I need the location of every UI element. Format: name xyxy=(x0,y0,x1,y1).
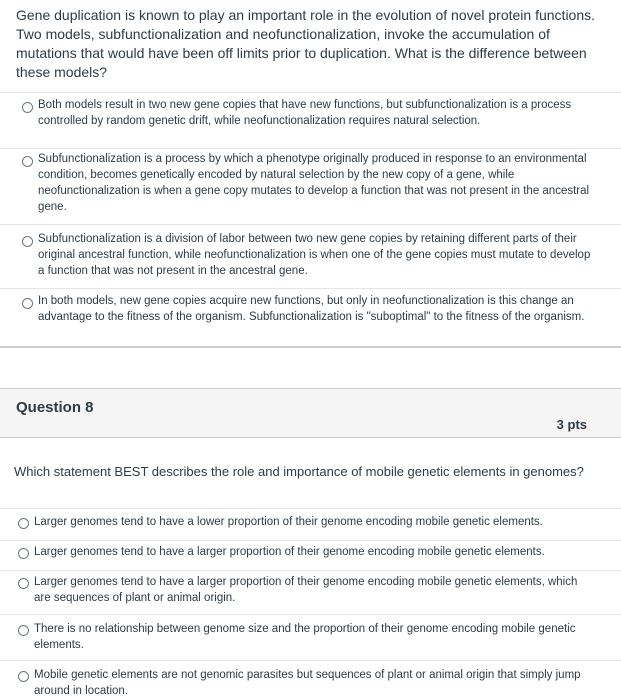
question-8-text: Which statement BEST describes the role and importance of mobile genetic elements in genomes? xyxy=(14,464,584,479)
answer-label: Both models result in two new gene copies that have new functions, but subfunctionalization is a process controlled by random genetic drift, while neofunctionalization requires natural selection. xyxy=(38,99,572,127)
radio-button[interactable] xyxy=(18,671,29,682)
question-7-text: Gene duplication is known to play an important role in the evolution of novel protein functions. Two models, subfunctionalization and neofunctionalization, invoke the accumulation of mutations that would have been off limits prior to duplication. What is the difference between these models? xyxy=(16,7,596,80)
answer-label: Subfunctionalization is a process by which a phenotype originally produced in response to an environmental condition, becomes genetically encoded by natural selection by the new copy of a gene, while neofunctionalization is when a gene copy mutates to develop a function that was not present in the ancestral gene. xyxy=(38,153,590,213)
answer-option[interactable] xyxy=(0,224,621,288)
answer-label: Larger genomes tend to have a larger proportion of their genome encoding mobile genetic elements. xyxy=(34,546,545,558)
answer-option[interactable] xyxy=(0,92,621,148)
radio-button[interactable] xyxy=(18,518,29,529)
radio-button[interactable] xyxy=(18,625,29,636)
radio-button[interactable] xyxy=(22,156,33,167)
radio-button[interactable] xyxy=(22,102,33,113)
question-8-header xyxy=(0,388,621,438)
radio-button[interactable] xyxy=(18,548,29,559)
answer-option[interactable] xyxy=(0,288,621,344)
answer-label: Mobile genetic elements are not genomic parasites but sequences of plant or animal origin that simply jump around in location. xyxy=(34,669,581,697)
radio-button[interactable] xyxy=(18,578,29,589)
answer-option[interactable] xyxy=(0,508,621,540)
answer-label: Larger genomes tend to have a lower proportion of their genome encoding mobile genetic elements. xyxy=(34,516,543,528)
answer-option[interactable] xyxy=(0,540,621,570)
answer-label: There is no relationship between genome size and the proportion of their genome encoding mobile genetic elements. xyxy=(34,623,576,651)
answer-label: Subfunctionalization is a division of labor between two new gene copies by retaining different parts of their original ancestral function, while neofunctionalization is when one of the gene copies must mutate to develop a function that was not present in the ancestral gene. xyxy=(38,233,591,277)
answer-option[interactable] xyxy=(0,614,621,660)
question-title: Question 8 xyxy=(16,399,94,416)
question-points: 3 pts xyxy=(556,417,587,432)
question-divider xyxy=(0,346,621,348)
radio-button[interactable] xyxy=(22,298,33,309)
answer-label: Larger genomes tend to have a larger proportion of their genome encoding mobile genetic elements, which are sequences of plant or animal origin. xyxy=(34,576,578,604)
radio-button[interactable] xyxy=(22,236,33,247)
answer-option[interactable] xyxy=(0,570,621,614)
answer-option[interactable] xyxy=(0,660,621,700)
answer-option[interactable] xyxy=(0,148,621,224)
answer-label: In both models, new gene copies acquire new functions, but only in neofunctionalization is this change an advantage to the fitness of the organism. Subfunctionalization is "suboptimal" to the fitness of the organism. xyxy=(38,295,585,323)
